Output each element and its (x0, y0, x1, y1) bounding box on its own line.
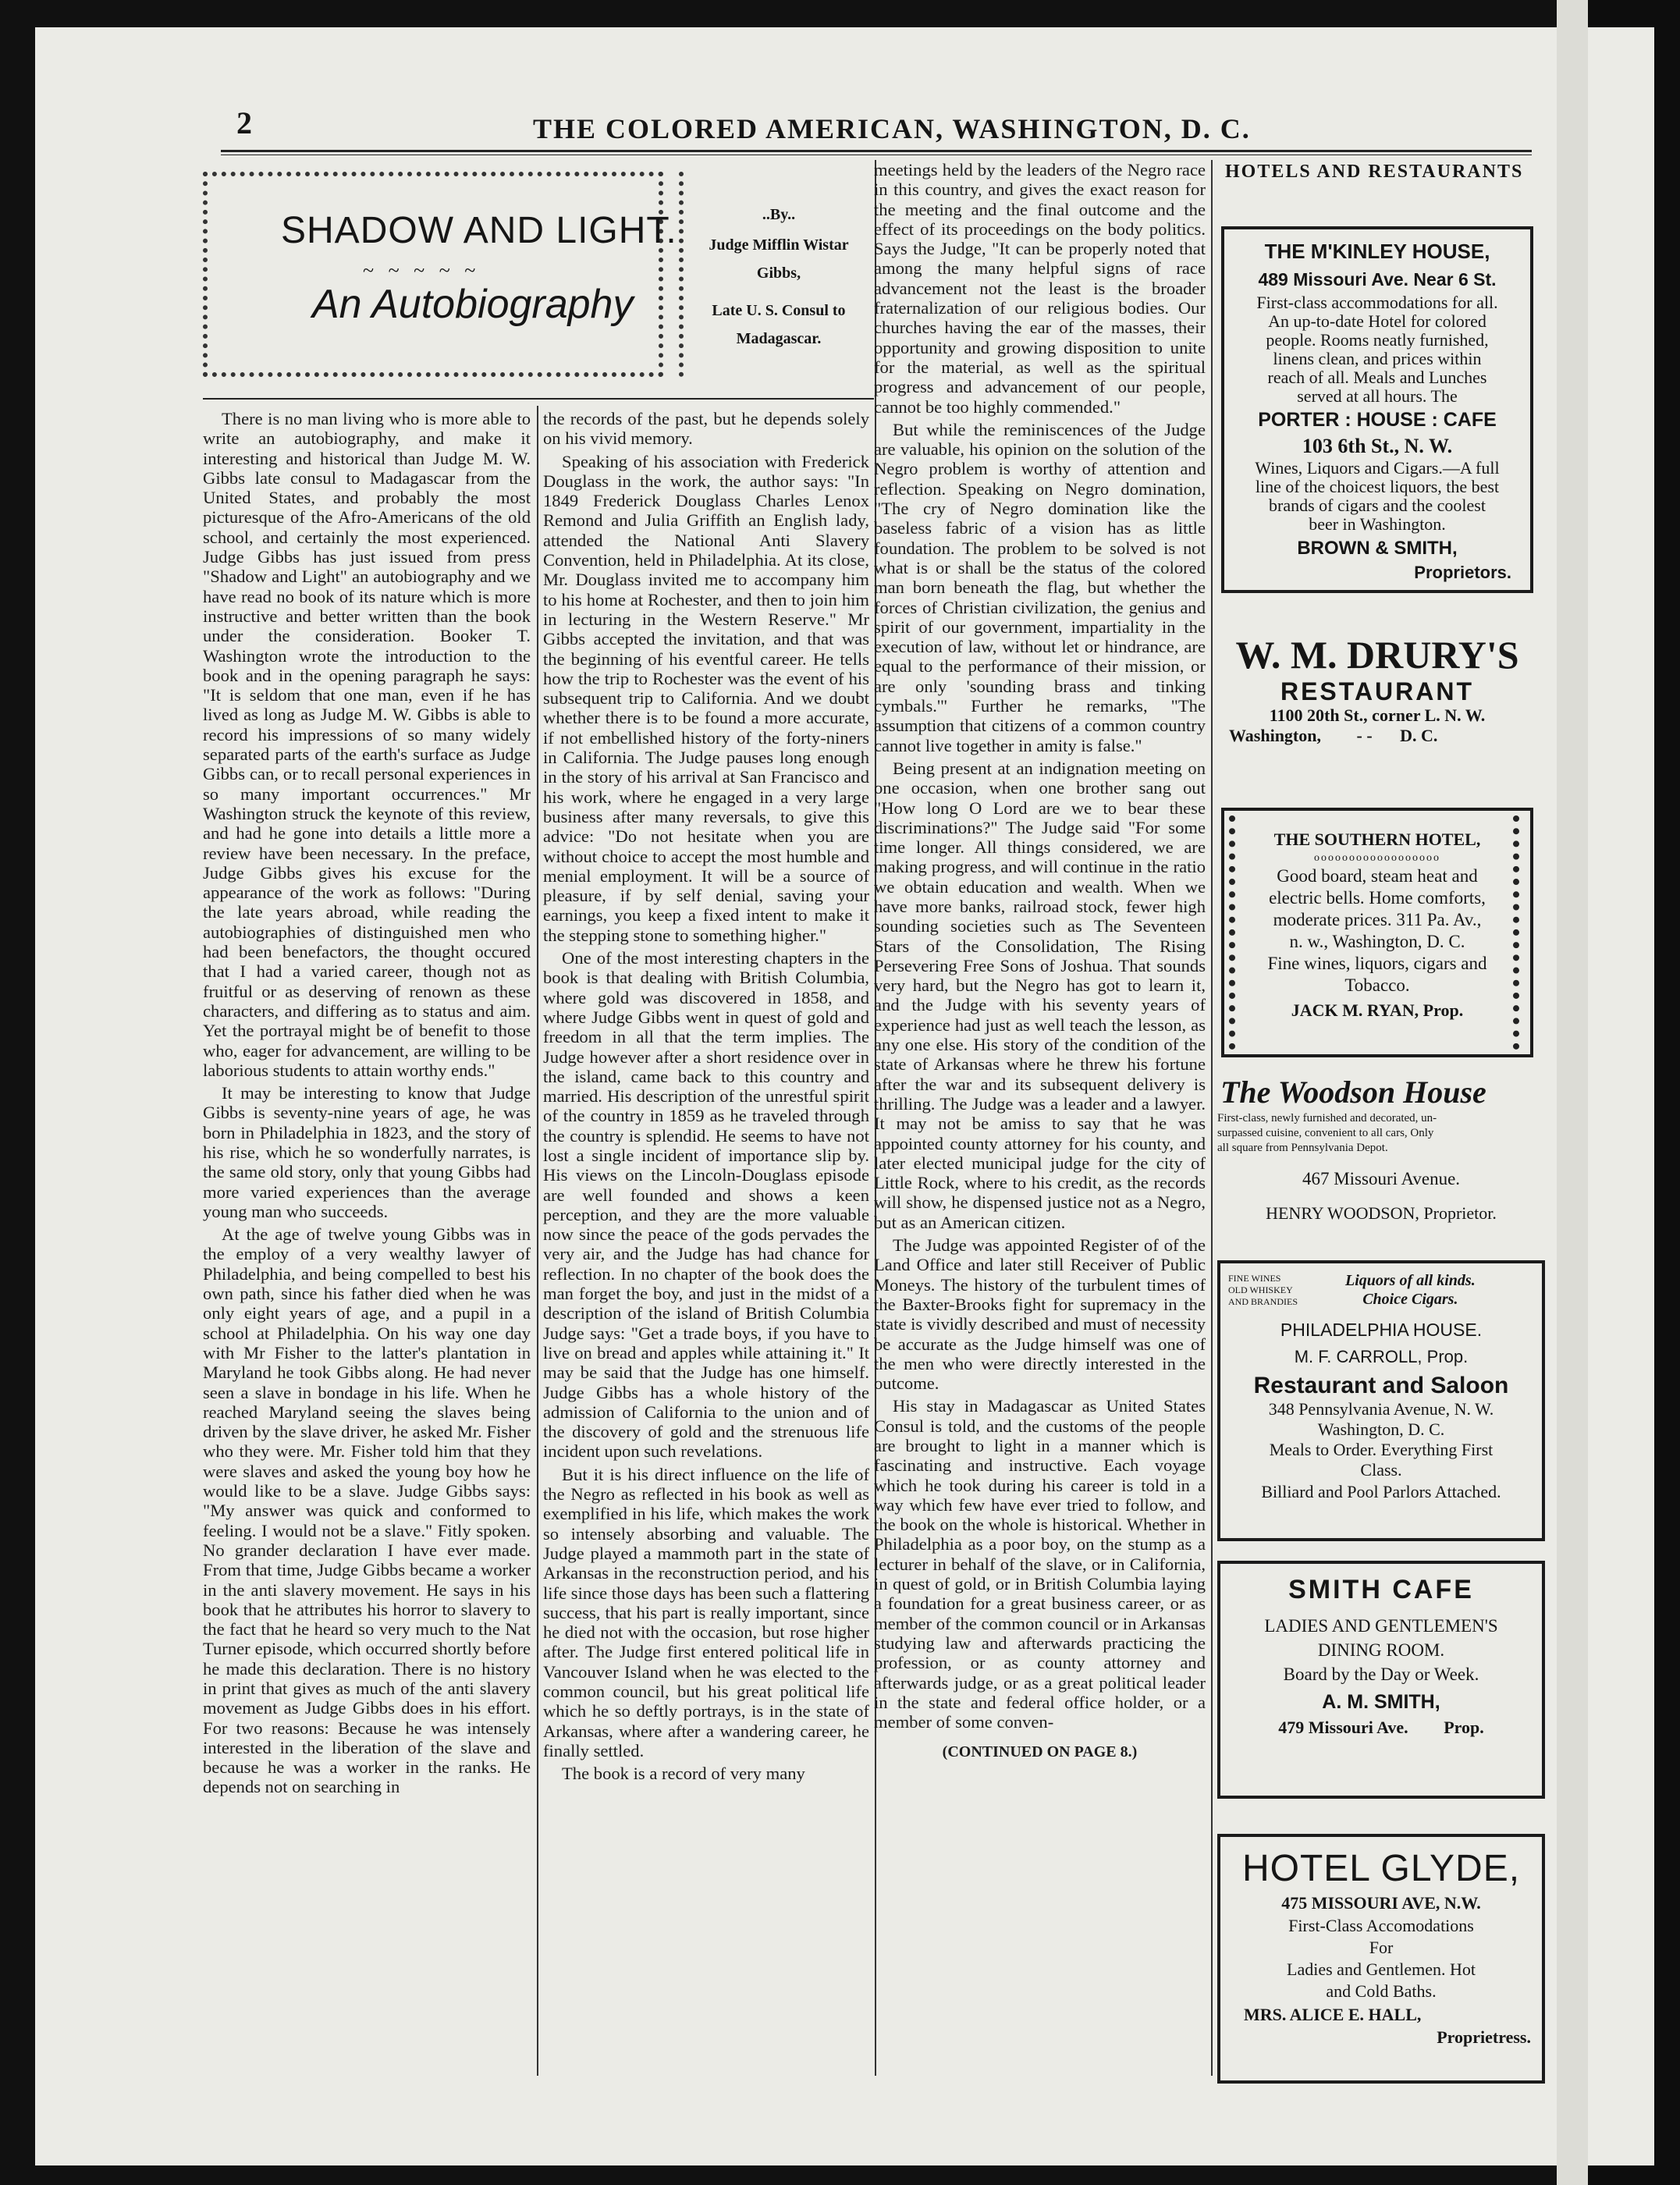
ad-address: 348 Pennsylvania Avenue, N. W. (1268, 1399, 1494, 1419)
ad-body-line: Good board, steam heat and (1277, 866, 1478, 886)
ad-body-line: First-Class Accomodations (1288, 1916, 1474, 1935)
ad-address: 467 Missouri Avenue. (1302, 1169, 1461, 1188)
article-paragraph: It may be interesting to know that Judge Gibbs is seventy-nine years of age, he was born in Philadelphia in 1823, and the story of his rise, which he so wonderfully narrates, is the same old story, only that young Gibbs had more varied experiences than the average young man who succeeds. (203, 1083, 531, 1221)
ad-prop: Prop. (1444, 1718, 1484, 1737)
title-box (203, 172, 874, 386)
ad-city: Washington, D. C. (1317, 1419, 1445, 1439)
ad-name: THE SOUTHERN HOTEL, (1273, 830, 1481, 849)
ad-name: The Woodson House (1220, 1075, 1486, 1110)
ad-fine-wines (1228, 1273, 1298, 1308)
ad-body-line: Fine wines, liquors, cigars and (1267, 954, 1487, 973)
ad-drury-restaurant (1221, 624, 1533, 796)
header-rule (221, 150, 1532, 152)
article-paragraph: At the age of twelve young Gibbs was in the employ of a very wealthy lawyer of Philadelphia, and being compelled to best his own path, since his father died when he was only eight years of age, and a pupil in a school at Philadelphia. On his way one day with Mr Fisher to the latter's plantation in Maryland he took Gibbs along. He had never seen a slave in bondage in his life. When he reached Maryland seeing the slaves being driven by the slave driver, he asked Mr. Fisher who they were. Mr. Fisher told him that they were slaves and asked the young boy how he would like to be a slave. Judge Gibbs says: "My answer was quick and conformed to feeling. I would not be a slave." Fitly spoken. No grander declaration I have ever made. From that time, Judge Gibbs became a worker in the anti slavery movement. He says in his book that he attributes his horror to slavery to the fact that he heard so very much to the Nat Turner episode, which occurred shortly before he made this declaration. There is no history in print that gives as much of the anti slavery movement as Judge Gibbs does in his effort. For two reasons: Because he was intensely interested in the liberation of the slave and because he was a worker in the ranks. He depends not on searching in (203, 1224, 531, 1797)
article-paragraph: meetings held by the leaders of the Negro race in this country, and gives the exact reason for the meeting and the final outcome and the effect of its proceedings on the body politics. Says the Judge, "It can be properly noted that among the many helpful signs of race advancement not the least is the broader fraternalization of our religious bodies. Our churches having the ear of the masses, their opportunity and growing disposition to unite for the material, as well as the spiritual progress and advancement of our people, cannot be too highly commended." (874, 160, 1206, 417)
ad-liquors (1345, 1271, 1476, 1309)
continued-note: (CONTINUED ON PAGE 8.) (942, 1743, 1138, 1761)
article-paragraph: the records of the past, but he depends solely on his vivid memory. (543, 409, 869, 449)
ad-body-line: For (1369, 1938, 1394, 1957)
ad-address: 489 Missouri Ave. Near 6 St. (1258, 269, 1497, 290)
ad-southern-hotel (1221, 808, 1533, 1057)
article-paragraph: His stay in Madagascar as United States Consul is told, and the customs of the people are brought to light in a manner which is fascinating and instructive. Each voyage which he took during his career is told in a way which few have ever tried to follow, and the book on the whole is historical. Whether in Philadelphia as a poor boy, on the stump as a lecturer in behalf of the slave, or in California, in quest of gold, or in British Columbia laying a foundation for a great business career, or as member of the common council or in Arkansas studying law and afterwards practicing the profession, or as county attorney and afterwards judge, or as a great political leader in the state and federal office holder, or a member of some conven- (874, 1396, 1206, 1732)
ad-body-line: and Cold Baths. (1326, 1981, 1437, 2001)
ad-meals: Meals to Order. Everything First (1269, 1440, 1494, 1459)
by-label: ..By.. (762, 206, 796, 223)
ad-name: HOTEL GLYDE, (1241, 1848, 1521, 1889)
ad-name: W. M. DRURY'S (1235, 633, 1519, 677)
ad-city-line (1221, 726, 1533, 746)
ad-address-line (1220, 1717, 1542, 1739)
article-paragraph: The book is a record of very many (562, 1764, 805, 1784)
ad-ornament: oooooooooooooooooo (1314, 852, 1440, 864)
ad-body-line: surpassed cuisine, convenient to all cars, Only (1217, 1127, 1434, 1139)
article-paragraph: Speaking of his association with Frederick Douglass in the work, the author says: "In 1849 Frederick Douglass Charles Lenox Remond and Julia Griffith an English lady, attended the National Anti Slavery Convention, held in Philadelphia. At its close, Mr. Douglass invited me to accompany him to his home at Rochester, and then to join him in lecturing in the Western Reserve." Mr Gibbs accepted the invitation, and that was the beginning of his eventful career. He tells how the trip to Rochester was the event of his subsequent trip to California. And we doubt whether there is to be found a more accurate, if not embellished history of the forty-niners in California. The Judge pauses long enough in the story of his arrival at San Francisco and his work, where he engaged in a very large business after many reversals, to give this advice: "Do not hesitate when you are without choice to accept the most humble and menial employment. It will be a source of pleasure, if by self denial, saving your earnings, you keep a fixed intent to make it the stepping stone to something higher." (543, 451, 869, 945)
ad-city: Washington, (1229, 726, 1321, 745)
ad-owner: BROWN & SMITH, (1297, 538, 1458, 559)
ad-body-line: line of the choicest liquors, the best (1255, 477, 1500, 496)
title-ornament: ~ ~ ~ ~ ~ (363, 259, 481, 282)
ad-mckinley-house (1221, 226, 1533, 593)
page-number: 2 (236, 105, 252, 140)
book-subtitle: An Autobiography (312, 282, 634, 327)
column-divider (1211, 160, 1213, 2076)
ad-body-line: moderate prices. 311 Pa. Av., (1273, 910, 1482, 929)
article-column-1 (203, 409, 531, 1800)
ad-address: 479 Missouri Ave. (1278, 1718, 1408, 1737)
ad-billiard: Billiard and Pool Parlors Attached. (1261, 1482, 1501, 1501)
ad-prop: M. F. CARROLL, Prop. (1294, 1347, 1469, 1366)
ad-top-row (1220, 1271, 1542, 1318)
ad-owner: HENRY WOODSON, Proprietor. (1266, 1203, 1497, 1223)
ad-body-line: Tobacco. (1344, 975, 1410, 995)
book-title: SHADOW AND LIGHT. (281, 210, 677, 251)
ad-fine-line: FINE WINES (1228, 1273, 1281, 1284)
ad-owner-title: Proprietors. (1414, 563, 1511, 582)
ad-body-line: Wines, Liquors and Cigars.—A full (1255, 458, 1500, 478)
author-block (693, 198, 865, 353)
ad-body-line: First-class, newly furnished and decorated, un- (1217, 1112, 1437, 1124)
ad-body-line: all square from Pennsylvania Depot. (1217, 1142, 1388, 1154)
article-paragraph: But it is his direct influence on the life of the Negro as reflected in his book as well as exemplified in his life, which makes the work so intensely absorbing and valuable. The Judge played a mammoth part in the state of Arkansas in the reconstruction period, and his life since those days has been such a flattering success, that his part is really important, since he died not with the occasion, but rose higher after. The Judge first entered political life in Vancouver Island when he was elected to the common council, but his great political life which he so deftly portrays, is in the state of Arkansas, where after a wandering career, he finally settled. (543, 1464, 869, 1760)
ad-body-line: reach of all. Meals and Lunches (1267, 368, 1487, 387)
ad-smith-cafe (1217, 1561, 1545, 1799)
ad-line: LADIES AND GENTLEMEN'S (1264, 1616, 1498, 1636)
ads-section-heading: HOTELS AND RESTAURANTS (1225, 162, 1524, 182)
ad-address: 475 MISSOURI AVE, N.W. (1281, 1893, 1481, 1913)
ad-body-line: n. w., Washington, D. C. (1289, 932, 1465, 951)
column-divider (537, 406, 538, 2076)
ad-body-line: linens clean, and prices within (1273, 349, 1482, 368)
ad-body-line: electric bells. Home comforts, (1269, 888, 1486, 908)
ad-body-line: people. Rooms neatly furnished, (1266, 330, 1489, 350)
ad-dashes: - - (1356, 726, 1373, 745)
ad-philadelphia-house (1217, 1260, 1545, 1541)
ad-body-line: served at all hours. The (1297, 386, 1458, 406)
author-description: Late U. S. Consul to Madagascar. (712, 302, 846, 347)
ad-class: Class. (1360, 1460, 1402, 1480)
ad-fine-line: AND BRANDIES (1228, 1296, 1298, 1307)
ad-liquors-line: Liquors of all kinds. (1345, 1272, 1476, 1289)
article-paragraph: One of the most interesting chapters in the book is that dealing with British Columbia, where gold was discovered in 1858, and where Judge Gibbs went in quest of gold and freedom in all that the term implies. The Judge however after a short residence over in the island, came back to this country and married. His description of the unrestful spirit of the country in 1859 as he traveled through the country is splendid. He seems to have not lost a single incident of importance slip by. His views on the Lincoln-Douglass episode are well founded and shows a keen perception, and they are the more valuable now since the peace of the gods pervades the very air, and the Judge has had chance for reflection. In no chapter of the book does the man forget the boy, and just in the midst of a description of the island of British Columbia Judge says: "Get a trade boys, if you have to live on bread and apples while attaining it." It may be said that the Judge has one himself. Judge Gibbs has a whole history of the admission of California to the union and of the discovery of gold and the strenuous life incident upon such revelations. (543, 948, 869, 1462)
ad-state: D. C. (1400, 726, 1438, 745)
ad-body-line: An up-to-date Hotel for colored (1268, 311, 1486, 331)
ad-owner-title: Proprietress. (1437, 2027, 1531, 2047)
article-column-3 (874, 160, 1206, 1763)
article-paragraph: But while the reminiscences of the Judge are valuable, his opinion on the solution of the Negro problem is worthy of attention and reflection. Speaking on Negro domination, "The cry of Negro domination like the baseless fabric of a vision has as little foundation. The problem to be solved is not what is or shall be the status of the colored man born beneath the flag, but whether the forces of Christian civilization, the genius and spirit of our government, impartiality in the execution of law, without let or hindrance, are equal to the performance of their mission, or are only 'sounding brass and tinking cymbals.'" Further he remarks, "The assumption that citizens of a common country cannot live together in amity is false." (874, 419, 1206, 755)
ad-body-line: brands of cigars and the coolest (1269, 496, 1486, 515)
ad-owner: A. M. SMITH, (1322, 1691, 1440, 1713)
ad-body-line: Ladies and Gentlemen. Hot (1287, 1959, 1476, 1979)
article-column-2 (543, 409, 869, 1786)
title-rule (203, 398, 874, 400)
ad-body-line: beer in Washington. (1309, 514, 1446, 534)
next-page-edge (1557, 0, 1588, 2185)
ad-body-line: First-class accommodations for all. (1256, 293, 1498, 312)
ad-name: PHILADELPHIA HOUSE. (1280, 1320, 1483, 1340)
ad-dot-frame (1229, 815, 1519, 1050)
page-header (221, 103, 1532, 150)
article-paragraph: There is no man living who is more able to write an autobiography, and make it interesting and historical than Judge M. W. Gibbs late consul to Madagascar from the United States, and probably the most picturesque of the Afro-Americans of the old school, and certainly the most experienced. Judge Gibbs has just issued from press "Shadow and Light" an autobiography and we have read no book of its nature which is more instructive and better written than the book under the consideration. Booker T. Washington wrote the introduction to the book and in the opening paragraph he says: "It is seldom that one man, even if he has lived as long as Judge M. W. Gibbs is able to record his impressions of so many widely separated parts of the earth's surface as Judge Gibbs can, or to recall personal experiences in so many important occurrences." Mr Washington struck the keynote of this review, and had he gone into details a little more a review have been necessary. In the preface, Judge Gibbs gives his excuse for the appearance of the work as follows: "During the late years abroad, while reading the autobiographies of distinguished men who had been benefactors, the thought occured that I had a varied career, though not as fruitful or as deserving of renown as these characters, and differing as to status and aim. Yet the portrayal might be of benefit to those who, eager for advancement, are willing to be laborious students to attain worthy ends." (203, 409, 531, 1080)
author-name: Judge Mifflin Wistar Gibbs, (709, 236, 849, 282)
article-paragraph: The Judge was appointed Register of of the Land Office and later still Receiver of Public Moneys. The history of the turbulent times of the Baxter-Brooks fight for supremacy in the state is vividly described and must of necessity be accurate as the Judge himself was one of the men who were directly interested in the outcome. (874, 1235, 1206, 1394)
ad-type: RESTAURANT (1280, 677, 1475, 705)
article-paragraph: Being present at an indignation meeting on one occasion, when one brother sang out "How long O Lord are we to bear these discriminations?" The Judge said "For some time longer. All things considered, we are making progress, and will continue in the ratio we obtain education and wealth. When we have more banks, railroad stock, fewer high sounding societies such as The Seventeen Stars of the Consolidation, The Rising Persevering Free Sons of Joshua. That sounds very hard, but the Negro has got to learn it, and the Judge with his seventy years of experience had just as well teach the lesson, as any one else. His story of the condition of the state of Arkansas where he threw his fortune after the war and its subsequent delivery is thrilling. The Judge was a leader and a lawyer. It may not be amiss to say that he was appointed county attorney for his county, and later elected municipal judge for the city of Little Rock, where to his credit, as the records will show, he dispensed justice not as a Negro, but as an American citizen. (874, 758, 1206, 1232)
ad-fine-line: OLD WHISKEY (1228, 1284, 1293, 1295)
ad-line: Board by the Day or Week. (1283, 1665, 1479, 1684)
ad-cafe-address: 103 6th St., N. W. (1302, 435, 1453, 457)
masthead: THE COLORED AMERICAN, WASHINGTON, D. C. (533, 113, 1251, 144)
ad-name: SMITH CAFE (1288, 1575, 1474, 1604)
ad-type: Restaurant and Saloon (1253, 1373, 1509, 1398)
ad-address: 1100 20th St., corner L. N. W. (1269, 705, 1486, 725)
ad-owner: JACK M. RYAN, Prop. (1291, 1000, 1464, 1020)
ad-woodson-house (1217, 1069, 1545, 1249)
ad-hotel-glyde (1217, 1834, 1545, 2084)
ad-line: DINING ROOM. (1317, 1640, 1445, 1660)
ad-name: THE M'KINLEY HOUSE, (1264, 240, 1490, 263)
ad-cigars-line: Choice Cigars. (1362, 1291, 1458, 1308)
ad-cafe-name: PORTER : HOUSE : CAFE (1258, 409, 1497, 431)
ad-owner: MRS. ALICE E. HALL, (1244, 2005, 1422, 2024)
